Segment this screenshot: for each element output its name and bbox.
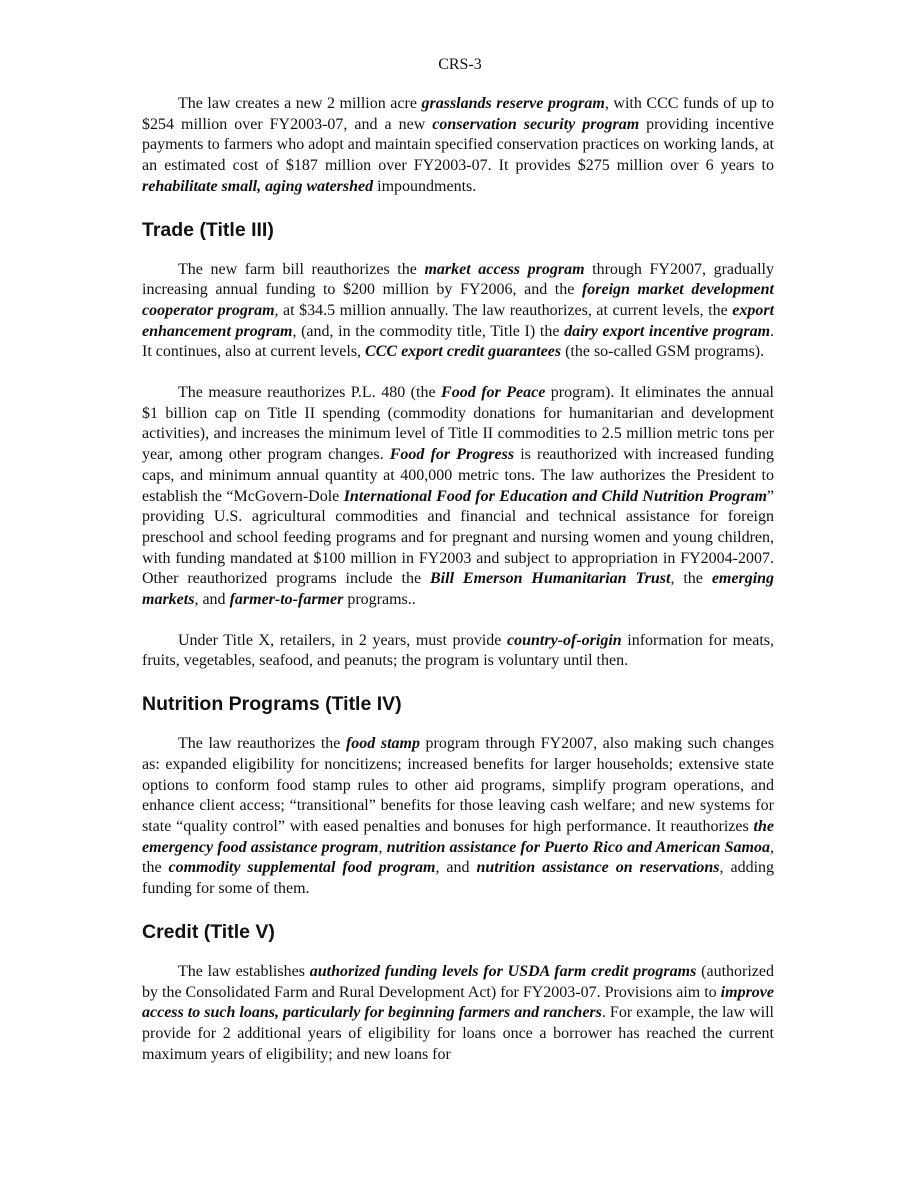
emphasis: Food for Progress xyxy=(389,446,515,464)
emphasis: food stamp xyxy=(345,735,420,753)
emphasis: International Food for Education and Child Nutrition Program xyxy=(343,487,767,505)
emphasis: authorized funding levels for USDA farm credit programs xyxy=(309,962,697,980)
paragraph-nutrition xyxy=(142,734,774,900)
emphasis: dairy export incentive program xyxy=(564,322,771,340)
heading-credit: Credit (Title V) xyxy=(142,920,275,943)
paragraph-credit xyxy=(142,962,774,1066)
emphasis: rehabilitate small, aging watershed xyxy=(142,177,374,195)
emphasis: improve access to such loans, particularly for beginning farmers and ranchers xyxy=(142,983,774,1022)
text-run: Under Title X, retailers, in 2 years, must provide xyxy=(178,631,508,649)
text-run: information for meats, fruits, vegetables, seafood, and peanuts; the program is voluntary until then. xyxy=(142,631,775,670)
emphasis: commodity supplemental food program xyxy=(168,859,436,877)
emphasis: country-of-origin xyxy=(507,631,622,649)
text-run: . For example, the law will provide for 2 additional years of eligibility for loans once a borrower has reached the current maximum years of eligibility; and new loans for xyxy=(142,1004,775,1063)
text-run: , adding funding for some of them. xyxy=(142,859,775,898)
text-run: programs.. xyxy=(343,591,416,609)
text-run: , the xyxy=(670,570,712,588)
text-run: , and xyxy=(435,859,477,877)
text-run: impoundments. xyxy=(373,177,477,195)
emphasis: CCC export credit guarantees xyxy=(365,343,562,361)
page-body xyxy=(142,94,774,1085)
emphasis: foreign market development cooperator program xyxy=(142,281,774,319)
text-run: . It continues, also at current levels, xyxy=(142,322,775,361)
emphasis: market access program xyxy=(424,260,585,278)
paragraph-conservation xyxy=(142,94,774,198)
text-run: program through FY2007, also making such changes as: expanded eligibility for noncitizens; increased benefits for larger households; extensive state options to conform food stamp rules to other aid programs, simplify program operations, and enhance client access; “transitional” benefits for those leaving cash welfare; and new systems for state “quality control” with eased penalties and bonuses for high performance. It reauthorizes xyxy=(142,735,774,835)
emphasis: emerging markets xyxy=(142,570,775,609)
text-run: The law creates a new 2 million acre xyxy=(178,95,422,112)
heading-nutrition: Nutrition Programs (Title IV) xyxy=(142,693,402,716)
text-run: , xyxy=(378,838,387,856)
emphasis: export enhancement program xyxy=(142,301,775,340)
text-run: through FY2007, gradually increasing annual funding to $200 million by FY2006, and the xyxy=(142,260,774,299)
text-run: , the xyxy=(142,838,774,877)
text-run: ” providing U.S. agricultural commodities and financial and technical assistance for foreign preschool and school feeding programs and for pregnant and nursing women and young children, with funding mandated at $100 million in FY2003 and subject to appropriation in FY2004-2007. Other reauthorized programs include the xyxy=(142,487,774,588)
text-run: (the so-called GSM programs). xyxy=(561,343,765,361)
emphasis: Food for Peace xyxy=(441,384,546,402)
emphasis: nutrition assistance on reservations xyxy=(476,859,720,877)
text-run: , (and, in the commodity title, Title I) the xyxy=(292,322,565,340)
heading-trade: Trade (Title III) xyxy=(142,218,274,241)
text-run: , and xyxy=(194,591,230,609)
text-run: program). It eliminates the annual $1 billion cap on Title II spending (commodity donations for humanitarian and development activities), and increases the minimum level of Title II commodities to 2.5 million metric tons per year, among other program changes. xyxy=(142,384,775,464)
paragraph-country-of-origin xyxy=(142,631,774,672)
text-run: , with CCC funds of up to $254 million over FY2003-07, and a new xyxy=(142,95,774,133)
text-run: (authorized by the Consolidated Farm and Rural Development Act) for FY2003-07. Provisions aim to xyxy=(142,962,775,1001)
text-run: is reauthorized with increased funding caps, and minimum annual quantity at 400,000 metric tons. The law authorizes the President to establish the “McGovern-Dole xyxy=(142,446,774,505)
text-run: , at $34.5 million annually. The law reauthorizes, at current levels, the xyxy=(274,301,733,319)
text-run: providing incentive payments to farmers who adopt and maintain specified conservation practices on working lands, at an estimated cost of $187 million over FY2003-07. It provides $275 million over 6 years to xyxy=(142,115,775,175)
page-header: CRS-3 xyxy=(438,56,482,73)
paragraph-food-aid xyxy=(142,383,774,611)
paragraph-trade-programs xyxy=(142,260,774,364)
emphasis: Bill Emerson Humanitarian Trust xyxy=(430,570,671,588)
emphasis: farmer-to-farmer xyxy=(229,591,344,609)
emphasis: grasslands reserve program xyxy=(421,95,605,112)
text-run: The law establishes xyxy=(178,962,310,980)
text-run: The law reauthorizes the xyxy=(178,735,346,753)
text-run: The measure reauthorizes P.L. 480 (the xyxy=(178,384,442,402)
text-run: The new farm bill reauthorizes the xyxy=(178,260,425,278)
emphasis: conservation security program xyxy=(432,115,640,133)
emphasis: the emergency food assistance program xyxy=(142,817,774,856)
emphasis: nutrition assistance for Puerto Rico and American Samoa xyxy=(386,838,770,856)
